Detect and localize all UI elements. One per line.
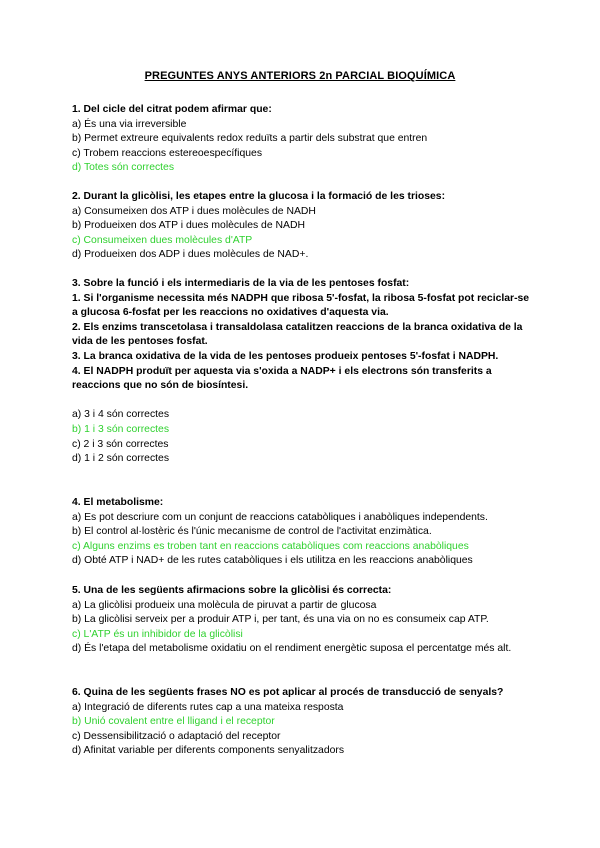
document-title: PREGUNTES ANYS ANTERIORS 2n PARCIAL BIOQUÍMICA [144, 70, 456, 82]
question-title: 2. Durant la glicòlisi, les etapes entre la glucosa i la formació de les trioses: [72, 191, 446, 202]
question-title: 6. Quina de les següents frases NO es pot aplicar al procés de transducció de senyals? [72, 687, 504, 698]
option-b-correct: b) 1 i 3 són correctes [72, 423, 170, 435]
option-b: b) Permet extreure equivalents redox reduïts a partir dels substrat que entren [72, 133, 428, 145]
option-d: d) És l'etapa del metabolisme oxidatiu on el rendiment energètic suposa el percentatge més alt. [72, 643, 512, 655]
option-c: c) 2 i 3 són correctes [72, 438, 169, 450]
option-d: d) Afinitat variable per diferents components senyalitzadors [72, 745, 345, 757]
question-title: 4. El metabolisme: [72, 497, 164, 508]
option-d: d) 1 i 2 són correctes [72, 453, 170, 465]
question-3 [72, 277, 532, 467]
option-c: c) Trobem reaccions estereoespecífiques [72, 147, 263, 159]
option-b-correct: b) Unió covalent entre el lligand i el receptor [72, 716, 275, 728]
question-1 [72, 103, 532, 176]
statement-2: 2. Els enzims transcetolasa i transaldolasa catalitzen reaccions de la branca oxidativa de la vida de les pentoses fosfat. [72, 321, 523, 348]
question-title: 5. Una de les següents afirmacions sobre la glicòlisi és correcta: [72, 585, 392, 596]
statement-3: 3. La branca oxidativa de la vida de les pentoses produeix pentoses 5'-fosfat i NADPH. [72, 350, 499, 362]
option-a: a) Integració de diferents rutes cap a una mateixa resposta [72, 701, 344, 713]
option-d: d) Produeixen dos ADP i dues molècules de NAD+. [72, 249, 309, 261]
option-a: a) Es pot descriure com un conjunt de reaccions catabòliques i anabòliques independents. [72, 511, 488, 523]
question-4 [72, 496, 532, 569]
option-a: a) La glicòlisi produeix una molècula de piruvat a partir de glucosa [72, 599, 377, 611]
option-b: b) La glicòlisi serveix per a produir ATP i, per tant, és una via on no es consumeix cap ATP. [72, 614, 489, 626]
option-a: a) És una via irreversible [72, 118, 187, 130]
question-5 [72, 584, 532, 657]
statement-1: 1. Si l'organisme necessita més NADPH que ribosa 5'-fosfat, la ribosa 5-fosfat pot reciclar-se a glucosa 6-fosfat per les reaccions no oxidatives d'aquesta via. [72, 292, 530, 319]
question-2 [72, 190, 532, 263]
option-c-correct: c) Consumeixen dues molècules d'ATP [72, 234, 253, 246]
option-c-correct: c) L'ATP és un inhibidor de la glicòlisi [72, 628, 243, 640]
question-6 [72, 686, 532, 759]
option-c-correct: c) Alguns enzims es troben tant en reaccions catabòliques com reaccions anabòliques [72, 540, 469, 552]
option-d-correct: d) Totes són correctes [72, 162, 175, 174]
option-b: b) Produeixen dos ATP i dues molècules de NADH [72, 220, 305, 232]
question-title: 1. Del cicle del citrat podem afirmar que: [72, 104, 272, 115]
option-a: a) 3 i 4 són correctes [72, 409, 170, 421]
question-title: 3. Sobre la funció i els intermediaris de la via de les pentoses fosfat: [72, 278, 410, 289]
statement-4: 4. El NADPH produït per aquesta via s'oxida a NADP+ i els electrons són transferits a reaccions que no són de biosíntesi. [72, 365, 492, 392]
option-c: c) Dessensibilització o adaptació del receptor [72, 730, 281, 742]
option-d: d) Obté ATP i NAD+ de les rutes catabòliques i els utilitza en les reaccions anabòliques [72, 555, 473, 567]
option-b: b) El control al·lostèric és l'únic mecanisme de control de l'activitat enzimàtica. [72, 526, 432, 538]
option-a: a) Consumeixen dos ATP i dues molècules de NADH [72, 205, 316, 217]
